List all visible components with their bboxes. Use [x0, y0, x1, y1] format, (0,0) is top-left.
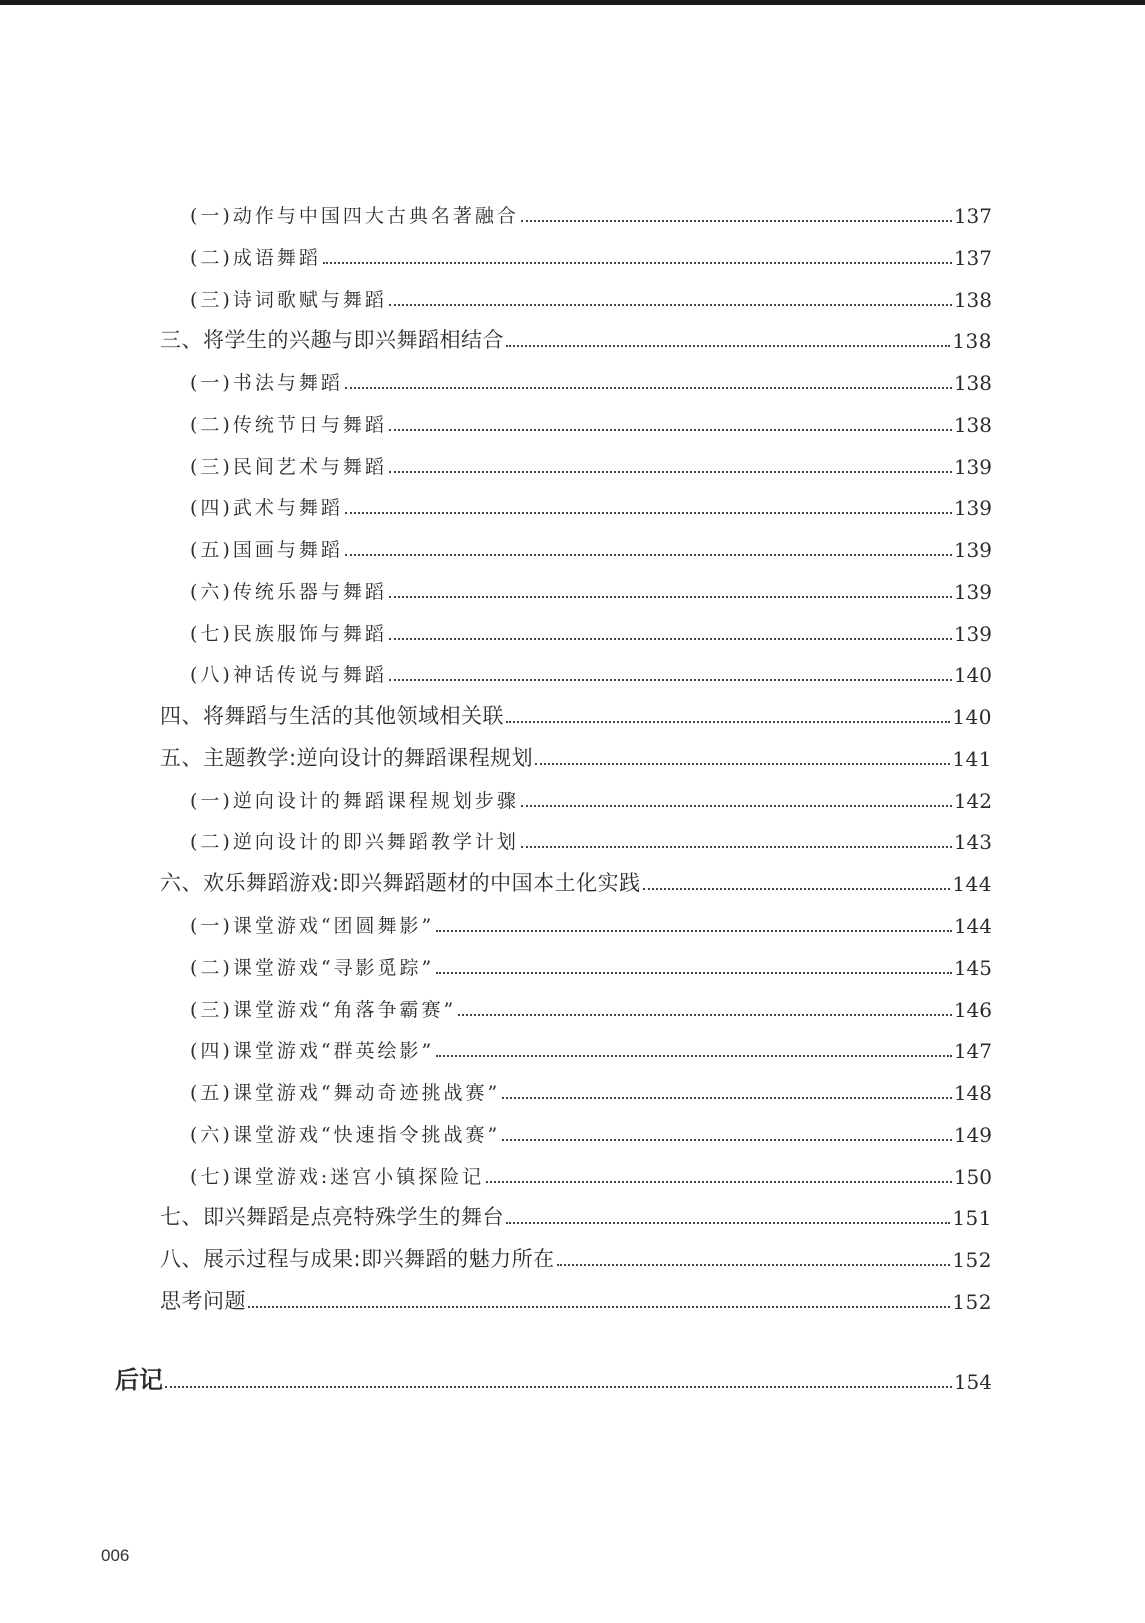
- toc-entry-page: 139: [953, 455, 992, 479]
- toc-entry-title: (二)逆向设计的即兴舞蹈教学计划: [190, 831, 519, 853]
- toc-entry-page: 140: [952, 705, 992, 729]
- toc-section-entry[interactable]: [160, 1198, 992, 1230]
- dot-leader: [345, 554, 952, 556]
- toc-entry[interactable]: [190, 405, 992, 437]
- dot-leader: [436, 972, 952, 974]
- toc-entry[interactable]: [190, 447, 992, 479]
- toc-section-entry[interactable]: [160, 1282, 992, 1314]
- toc-entry-title: (三)民间艺术与舞蹈: [190, 456, 387, 478]
- toc-section-entry[interactable]: [160, 739, 992, 771]
- toc-chapter-entry[interactable]: [115, 1362, 992, 1394]
- toc-entry-page: 148: [953, 1081, 992, 1105]
- dot-leader: [389, 638, 952, 640]
- toc-entry-page: 150: [953, 1165, 992, 1189]
- toc-entry[interactable]: [190, 990, 992, 1022]
- toc-entry-title: (一)动作与中国四大古典名著融合: [190, 205, 519, 227]
- toc-entry-page: 152: [952, 1248, 992, 1272]
- toc-entry-page: 139: [953, 496, 992, 520]
- toc-entry[interactable]: [190, 488, 992, 520]
- toc-entry-title: (一)书法与舞蹈: [190, 372, 343, 394]
- toc-entry-title: (四)武术与舞蹈: [190, 497, 343, 519]
- toc-entry[interactable]: [190, 280, 992, 312]
- toc-entry-title: (二)传统节日与舞蹈: [190, 414, 387, 436]
- toc-entry[interactable]: [190, 530, 992, 562]
- toc-entry[interactable]: [190, 196, 992, 228]
- toc-entry-title: (三)诗词歌赋与舞蹈: [190, 289, 387, 311]
- toc-entry-page: 139: [953, 538, 992, 562]
- dot-leader: [521, 220, 952, 222]
- toc-entry-page: 139: [953, 580, 992, 604]
- dot-leader: [521, 846, 952, 848]
- toc-entry-page: 138: [953, 413, 992, 437]
- dot-leader: [458, 1014, 952, 1016]
- toc-entry-page: 144: [952, 872, 992, 896]
- toc-entry-page: 152: [952, 1290, 992, 1314]
- dot-leader: [436, 1055, 952, 1057]
- toc-entry-page: 137: [953, 204, 992, 228]
- toc-section-entry[interactable]: [160, 697, 992, 729]
- toc-entry-title: (五)国画与舞蹈: [190, 539, 343, 561]
- toc-entry-page: 144: [953, 914, 992, 938]
- toc-entry-title: (六)传统乐器与舞蹈: [190, 581, 387, 603]
- toc-entry-page: 141: [952, 747, 992, 771]
- dot-leader: [557, 1264, 951, 1266]
- toc-entry-title: 六、欢乐舞蹈游戏:即兴舞蹈题材的中国本土化实践: [160, 871, 641, 895]
- dot-leader: [535, 763, 950, 765]
- toc-entry-title: 思考问题: [160, 1289, 246, 1313]
- toc-entry[interactable]: [190, 781, 992, 813]
- toc-entry-title: 八、展示过程与成果:即兴舞蹈的魅力所在: [160, 1247, 555, 1271]
- toc-entry-page: 138: [953, 288, 992, 312]
- dot-leader: [389, 471, 952, 473]
- toc-entry[interactable]: [190, 822, 992, 854]
- dot-leader: [506, 721, 950, 723]
- dot-leader: [486, 1181, 952, 1183]
- toc-entry-page: 145: [953, 956, 992, 980]
- toc-entry-page: 139: [953, 622, 992, 646]
- toc-entry-page: 143: [953, 830, 992, 854]
- dot-leader: [502, 1139, 952, 1141]
- dot-leader: [506, 1222, 950, 1224]
- toc-entry[interactable]: [190, 1031, 992, 1063]
- toc-entry-title: (二)课堂游戏“寻影觅踪”: [190, 957, 435, 979]
- toc-entry-title: 七、即兴舞蹈是点亮特殊学生的舞台: [160, 1205, 504, 1229]
- dot-leader: [389, 596, 952, 598]
- toc-entry[interactable]: [190, 1115, 992, 1147]
- toc-entry[interactable]: [190, 1073, 992, 1105]
- toc-entry-title: 四、将舞蹈与生活的其他领域相关联: [160, 704, 504, 728]
- toc-entry-title: (七)课堂游戏:迷宫小镇探险记: [190, 1166, 485, 1188]
- toc-entry[interactable]: [190, 906, 992, 938]
- dot-leader: [323, 262, 952, 264]
- toc-entry-title: (五)课堂游戏“舞动奇迹挑战赛”: [190, 1082, 501, 1104]
- toc-entry-page: 137: [953, 246, 992, 270]
- toc-entry-title: (三)课堂游戏“角落争霸赛”: [190, 999, 457, 1021]
- toc-entry[interactable]: [190, 948, 992, 980]
- dot-leader: [521, 805, 952, 807]
- toc-entry-page: 154: [953, 1370, 992, 1394]
- dot-leader: [345, 387, 952, 389]
- dot-leader: [436, 930, 952, 932]
- toc-entry[interactable]: [190, 655, 992, 687]
- toc-entry-title: 三、将学生的兴趣与即兴舞蹈相结合: [160, 328, 504, 352]
- page-number: 006: [101, 1546, 130, 1565]
- toc-entry-page: 142: [953, 789, 992, 813]
- toc-section-entry[interactable]: [160, 1240, 992, 1272]
- toc-entry-title: (八)神话传说与舞蹈: [190, 664, 387, 686]
- toc-entry-title: 后记: [115, 1365, 163, 1394]
- toc-entry[interactable]: [190, 572, 992, 604]
- toc-entry-page: 146: [953, 998, 992, 1022]
- toc-entry-title: (二)成语舞蹈: [190, 247, 321, 269]
- toc-entry-page: 140: [953, 663, 992, 687]
- toc-entry-title: (四)课堂游戏“群英绘影”: [190, 1040, 435, 1062]
- dot-leader: [643, 888, 951, 890]
- toc-entry-title: (一)逆向设计的舞蹈课程规划步骤: [190, 790, 519, 812]
- toc-entry[interactable]: [190, 1157, 992, 1189]
- dot-leader: [502, 1097, 952, 1099]
- toc-entry-title: 五、主题教学:逆向设计的舞蹈课程规划: [160, 746, 534, 770]
- toc-entry[interactable]: [190, 363, 992, 395]
- toc-entry-page: 138: [953, 371, 992, 395]
- toc-entry-title: (六)课堂游戏“快速指令挑战赛”: [190, 1124, 501, 1146]
- dot-leader: [506, 345, 950, 347]
- toc-entry-title: (一)课堂游戏“团圆舞影”: [190, 915, 435, 937]
- toc-entry[interactable]: [190, 614, 992, 646]
- dot-leader: [389, 429, 952, 431]
- toc-entry[interactable]: [190, 238, 992, 270]
- dot-leader: [248, 1306, 950, 1308]
- toc-entry-title: (七)民族服饰与舞蹈: [190, 623, 387, 645]
- dot-leader: [389, 304, 952, 306]
- toc-entry-page: 151: [952, 1206, 992, 1230]
- dot-leader: [345, 512, 952, 514]
- toc-entry-page: 149: [953, 1123, 992, 1147]
- dot-leader: [165, 1386, 952, 1388]
- toc-section-entry[interactable]: [160, 864, 992, 896]
- dot-leader: [389, 679, 952, 681]
- toc-section-entry[interactable]: [160, 321, 992, 353]
- toc-entry-page: 138: [952, 329, 992, 353]
- toc-entry-page: 147: [953, 1039, 992, 1063]
